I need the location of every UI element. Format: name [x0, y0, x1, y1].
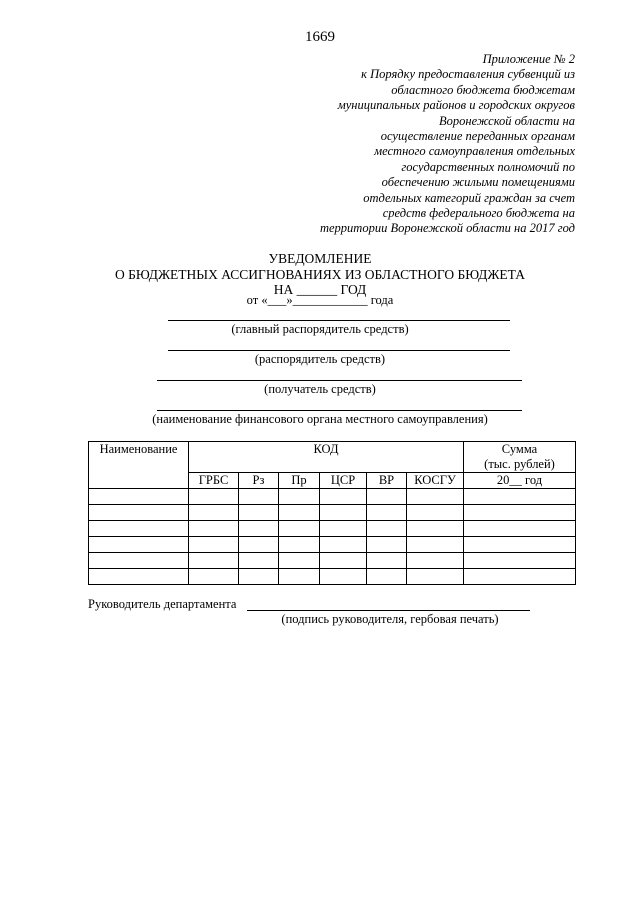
table-cell[interactable] — [189, 521, 239, 537]
signature-rule — [168, 320, 510, 321]
footer-label: Руководитель департамента — [88, 597, 237, 611]
header-pr: Пр — [279, 473, 320, 489]
table-cell[interactable] — [89, 569, 189, 585]
table-cell[interactable] — [320, 505, 367, 521]
table-cell[interactable] — [89, 521, 189, 537]
header-csr: ЦСР — [320, 473, 367, 489]
title-line-1: УВЕДОМЛЕНИЕ — [268, 251, 372, 266]
appropriations-table — [88, 441, 576, 585]
signature-rule — [157, 410, 522, 411]
table-row — [89, 489, 576, 505]
table-cell[interactable] — [464, 553, 576, 569]
appendix-line: к Порядку предоставления субвенций из — [361, 67, 575, 82]
table-cell[interactable] — [239, 537, 279, 553]
table-cell[interactable] — [89, 489, 189, 505]
footer-caption: (подпись руководителя, гербовая печать) — [281, 612, 499, 626]
table-cell[interactable] — [320, 489, 367, 505]
table-cell[interactable] — [367, 489, 407, 505]
appendix-line: Приложение № 2 — [482, 52, 575, 66]
table-cell[interactable] — [239, 489, 279, 505]
header-name: Наименование — [89, 442, 189, 489]
title-line-3: НА ______ ГОД — [273, 282, 367, 297]
table-cell[interactable] — [367, 553, 407, 569]
table-cell[interactable] — [279, 521, 320, 537]
header-grbs: ГРБС — [189, 473, 239, 489]
table-cell[interactable] — [89, 505, 189, 521]
table-cell[interactable] — [279, 489, 320, 505]
signature-caption: (главный распорядитель средств) — [231, 322, 409, 336]
signature-caption: (получатель средств) — [264, 382, 376, 396]
table-cell[interactable] — [407, 553, 464, 569]
table-cell[interactable] — [367, 537, 407, 553]
table-cell[interactable] — [239, 521, 279, 537]
table-cell[interactable] — [239, 505, 279, 521]
table-cell[interactable] — [367, 521, 407, 537]
appendix-line: средств федерального бюджета на — [382, 206, 575, 221]
appendix-line: Воронежской области на — [439, 113, 575, 128]
table-cell[interactable] — [189, 537, 239, 553]
page-number: 1669 — [305, 29, 335, 45]
header-year: 20__ год — [464, 473, 576, 489]
table-row — [89, 569, 576, 585]
table-cell[interactable] — [239, 569, 279, 585]
table-cell[interactable] — [320, 569, 367, 585]
table-cell[interactable] — [189, 553, 239, 569]
table-cell[interactable] — [189, 569, 239, 585]
table-cell[interactable] — [320, 521, 367, 537]
table-cell[interactable] — [407, 521, 464, 537]
header-sum-line1: Сумма — [501, 442, 538, 456]
table-cell[interactable] — [189, 489, 239, 505]
signature-rule — [168, 350, 510, 351]
table-cell[interactable] — [279, 537, 320, 553]
appendix-line: осуществление переданных органам — [380, 129, 575, 144]
table-cell[interactable] — [89, 537, 189, 553]
appendix-line: обеспечению жилыми помещениями — [381, 175, 575, 190]
table-cell[interactable] — [464, 489, 576, 505]
table-cell[interactable] — [367, 569, 407, 585]
appendix-line: областного бюджета бюджетам — [391, 82, 575, 97]
table-row — [89, 553, 576, 569]
table-cell[interactable] — [407, 505, 464, 521]
table-cell[interactable] — [407, 537, 464, 553]
table-cell[interactable] — [279, 553, 320, 569]
table-cell[interactable] — [464, 505, 576, 521]
table-cell[interactable] — [367, 505, 407, 521]
appendix-line: территории Воронежской области на 2017 год — [319, 221, 575, 236]
appendix-line: государственных полномочий по — [401, 159, 575, 174]
table-cell[interactable] — [239, 553, 279, 569]
signature-caption: (распорядитель средств) — [254, 352, 386, 366]
signature-rule — [157, 380, 522, 381]
date-line: от «___»____________ года — [246, 293, 394, 307]
table-row — [89, 521, 576, 537]
header-sum-line2: (тыс. рублей) — [484, 457, 555, 471]
table-cell[interactable] — [320, 537, 367, 553]
table-row — [89, 505, 576, 521]
table-cell[interactable] — [320, 553, 367, 569]
table-row — [89, 537, 576, 553]
table-cell[interactable] — [279, 569, 320, 585]
footer-signature-rule — [247, 610, 530, 611]
table-cell[interactable] — [407, 489, 464, 505]
appendix-header — [275, 52, 575, 237]
table-cell[interactable] — [407, 569, 464, 585]
table-cell[interactable] — [464, 569, 576, 585]
table-cell[interactable] — [89, 553, 189, 569]
document-title — [0, 251, 640, 298]
table-cell[interactable] — [279, 505, 320, 521]
header-rz: Рз — [239, 473, 279, 489]
header-kosgu: КОСГУ — [407, 473, 464, 489]
signature-caption: (наименование финансового органа местного самоуправления) — [152, 412, 488, 426]
appendix-line: отдельных категорий граждан за счет — [363, 190, 575, 205]
appendix-line: муниципальных районов и городских округов — [337, 98, 575, 113]
header-vr: ВР — [367, 473, 407, 489]
table-cell[interactable] — [464, 521, 576, 537]
header-code: КОД — [189, 442, 464, 473]
header-sum — [464, 442, 576, 473]
table-cell[interactable] — [464, 537, 576, 553]
title-line-2: О БЮДЖЕТНЫХ АССИГНОВАНИЯХ ИЗ ОБЛАСТНОГО БЮДЖЕТА — [115, 266, 525, 282]
appendix-line: местного самоуправления отдельных — [374, 144, 575, 159]
table-cell[interactable] — [189, 505, 239, 521]
